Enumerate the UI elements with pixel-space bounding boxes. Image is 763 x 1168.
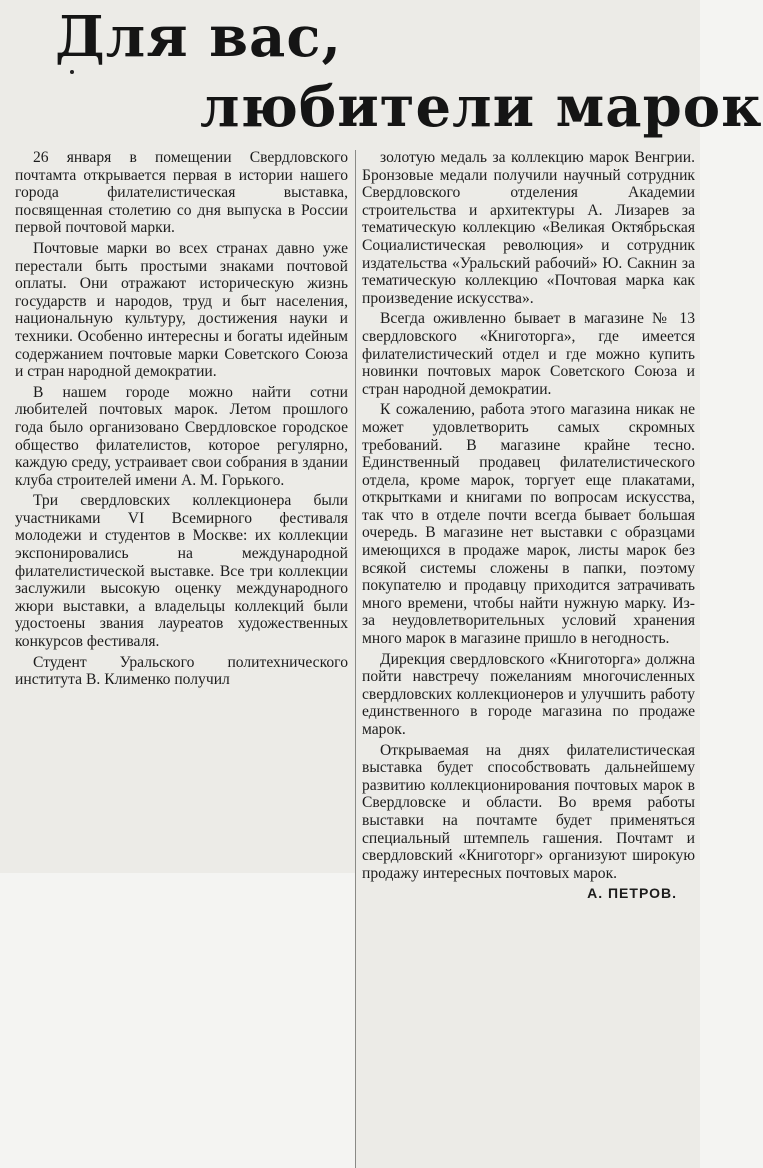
paragraph: золотую медаль за коллекцию марок Венгрии. Бронзовые медали получили научный сотрудник Свердловского отделения Академии строительства и архитектуры А. Лизарев за тематическую коллекцию «Великая Октябрьская Социалистическая революция» и сотрудник издательства «Уральский рабочий» Ю. Сакнин за тематическую коллекцию «Почтовая марка как произведение искусства». [362,149,695,307]
clipping-paper-lower [355,873,700,1168]
article-column-right [362,149,695,903]
paragraph: Три свердловских коллекционера были участниками VI Всемирного фестиваля молодежи и студентов в Москве: их коллекции экспонировались на международной филателистической выставке. Все три коллекции заслужили высокую оценку международного жюри выставки, а владельцы коллекций были удостоены звания лауреатов художественных конкурсов фестиваля. [15,492,348,651]
paragraph: Почтовые марки во всех странах давно уже перестали быть простыми знаками почтовой оплаты. Они отражают историческую жизнь государств и народов, труд и быт населения, национальную культуру, достижения науки и техники. Особенно интересны и богаты идейным содержанием почтовые марки Советского Союза и стран народной демократии. [15,239,348,381]
paragraph: Открываемая на днях филателистическая выставка будет способствовать дальнейшему развитию коллекционирования почтовых марок в Свердловске и области. Во время работы выставки на почтамте будет применяться специальный штемпель гашения. Почтамт и свердловский «Книготорг» организуют широкую продажу интересных почтовых марок. [362,741,695,882]
paragraph: Всегда оживленно бывает в магазине № 13 свердловского «Книготорга», где имеется филателистический отдел и где можно купить новинки почтовых марок Советского Союза и стран народной демократии. [362,310,695,398]
headline-line-1: Для вас, [55,4,342,70]
paragraph: Дирекция свердловского «Книготорга» должна пойти навстречу пожеланиям многочисленных свердловских коллекционеров и улучшить работу единственного в городе магазина по продаже марок. [362,650,695,738]
paragraph: Студент Уральского политехнического института В. Клименко получил [15,653,348,689]
article-column-left [15,149,348,692]
column-divider [355,150,356,1168]
paragraph: К сожалению, работа этого магазина никак не может удовлетворить самых скромных требований. В магазине крайне тесно. Единственный продавец филателистического отдела, кроме марок, торгует еще плакатами, открытками и книгами по вопросам искусства, так что в отделе почти всегда бывает большая очередь. В магазине нет выставки с образцами имеющихся в продаже марок, листы марок без всякой системы сложены в папки, поэтому покупателю и продавцу приходится затрачивать много времени, чтобы найти нужную марку. Из-за неудовлетворительных условий хранения много марок в магазине пришло в негодность. [362,401,695,648]
ink-speck [70,70,74,74]
headline [0,0,763,150]
author-signature: А. ПЕТРОВ. [587,885,677,902]
paragraph: В нашем городе можно найти сотни любителей почтовых марок. Летом прошлого года было организовано Свердловское городское общество филателистов, которое регулярно, каждую среду, устраивает свои собрания в здании клуба строителей имени А. М. Горького. [15,383,348,489]
headline-line-2: любители марок [200,74,763,140]
paragraph: 26 января в помещении Свердловского почтамта открывается первая в истории нашего города филателистическая выставка, посвященная столетию со дня выпуска в России первой почтовой марки. [15,149,348,237]
